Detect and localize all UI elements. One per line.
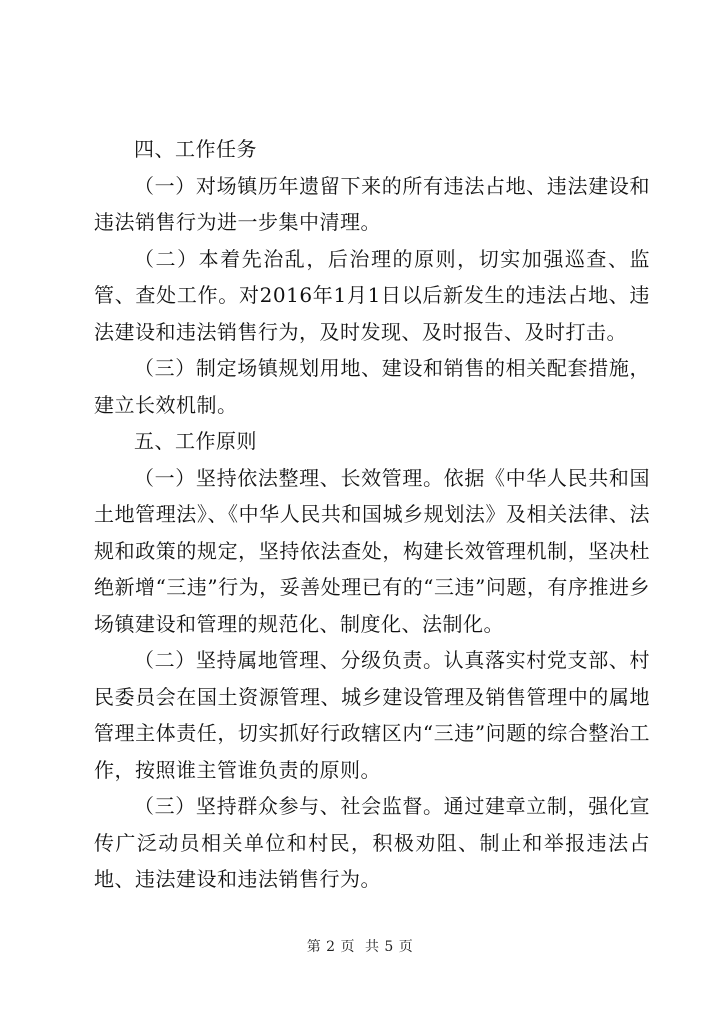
page-footer — [0, 936, 720, 956]
task-item-2: （二）本着先治乱，后治理的原则，切实加强巡查、监管、查处工作。对2016年1月1日以后新发生的违法占地、违法建设和违法销售行为，及时发现、及时报告、及时打击。 — [94, 246, 650, 344]
section-heading-tasks: 四、工作任务 — [134, 137, 257, 161]
page-number: 第 2 页 共 5 页 — [306, 939, 414, 955]
principle-item-2: （二）坚持属地管理、分级负责。认真落实村党支部、村民委员会在国土资源管理、城乡建设管理及销售管理中的属地管理主体责任，切实抓好行政辖区内“三违”问题的综合整治工作，按照谁主管谁负责的原则。 — [94, 648, 650, 782]
task-item-1: （一）对场镇历年遗留下来的所有违法占地、违法建设和违法销售行为进一步集中清理。 — [94, 173, 650, 234]
task-item-3: （三）制定场镇规划用地、建设和销售的相关配套措施，建立长效机制。 — [94, 356, 650, 417]
document-body — [94, 131, 650, 898]
principle-item-3: （三）坚持群众参与、社会监督。通过建章立制，强化宣传广泛动员相关单位和村民，积极劝阻、制止和举报违法占地、违法建设和违法销售行为。 — [94, 794, 650, 891]
principle-item-1: （一）坚持依法整理、长效管理。依据《中华人民共和国土地管理法》、《中华人民共和国城乡规划法》及相关法律、法规和政策的规定，坚持依法查处，构建长效管理机制，坚决杜绝新增“三违”行为，妥善处理已有的“三违”问题，有序推进乡场镇建设和管理的规范化、制度化、法制化。 — [94, 465, 650, 636]
section-heading-principles: 五、工作原则 — [134, 429, 257, 453]
